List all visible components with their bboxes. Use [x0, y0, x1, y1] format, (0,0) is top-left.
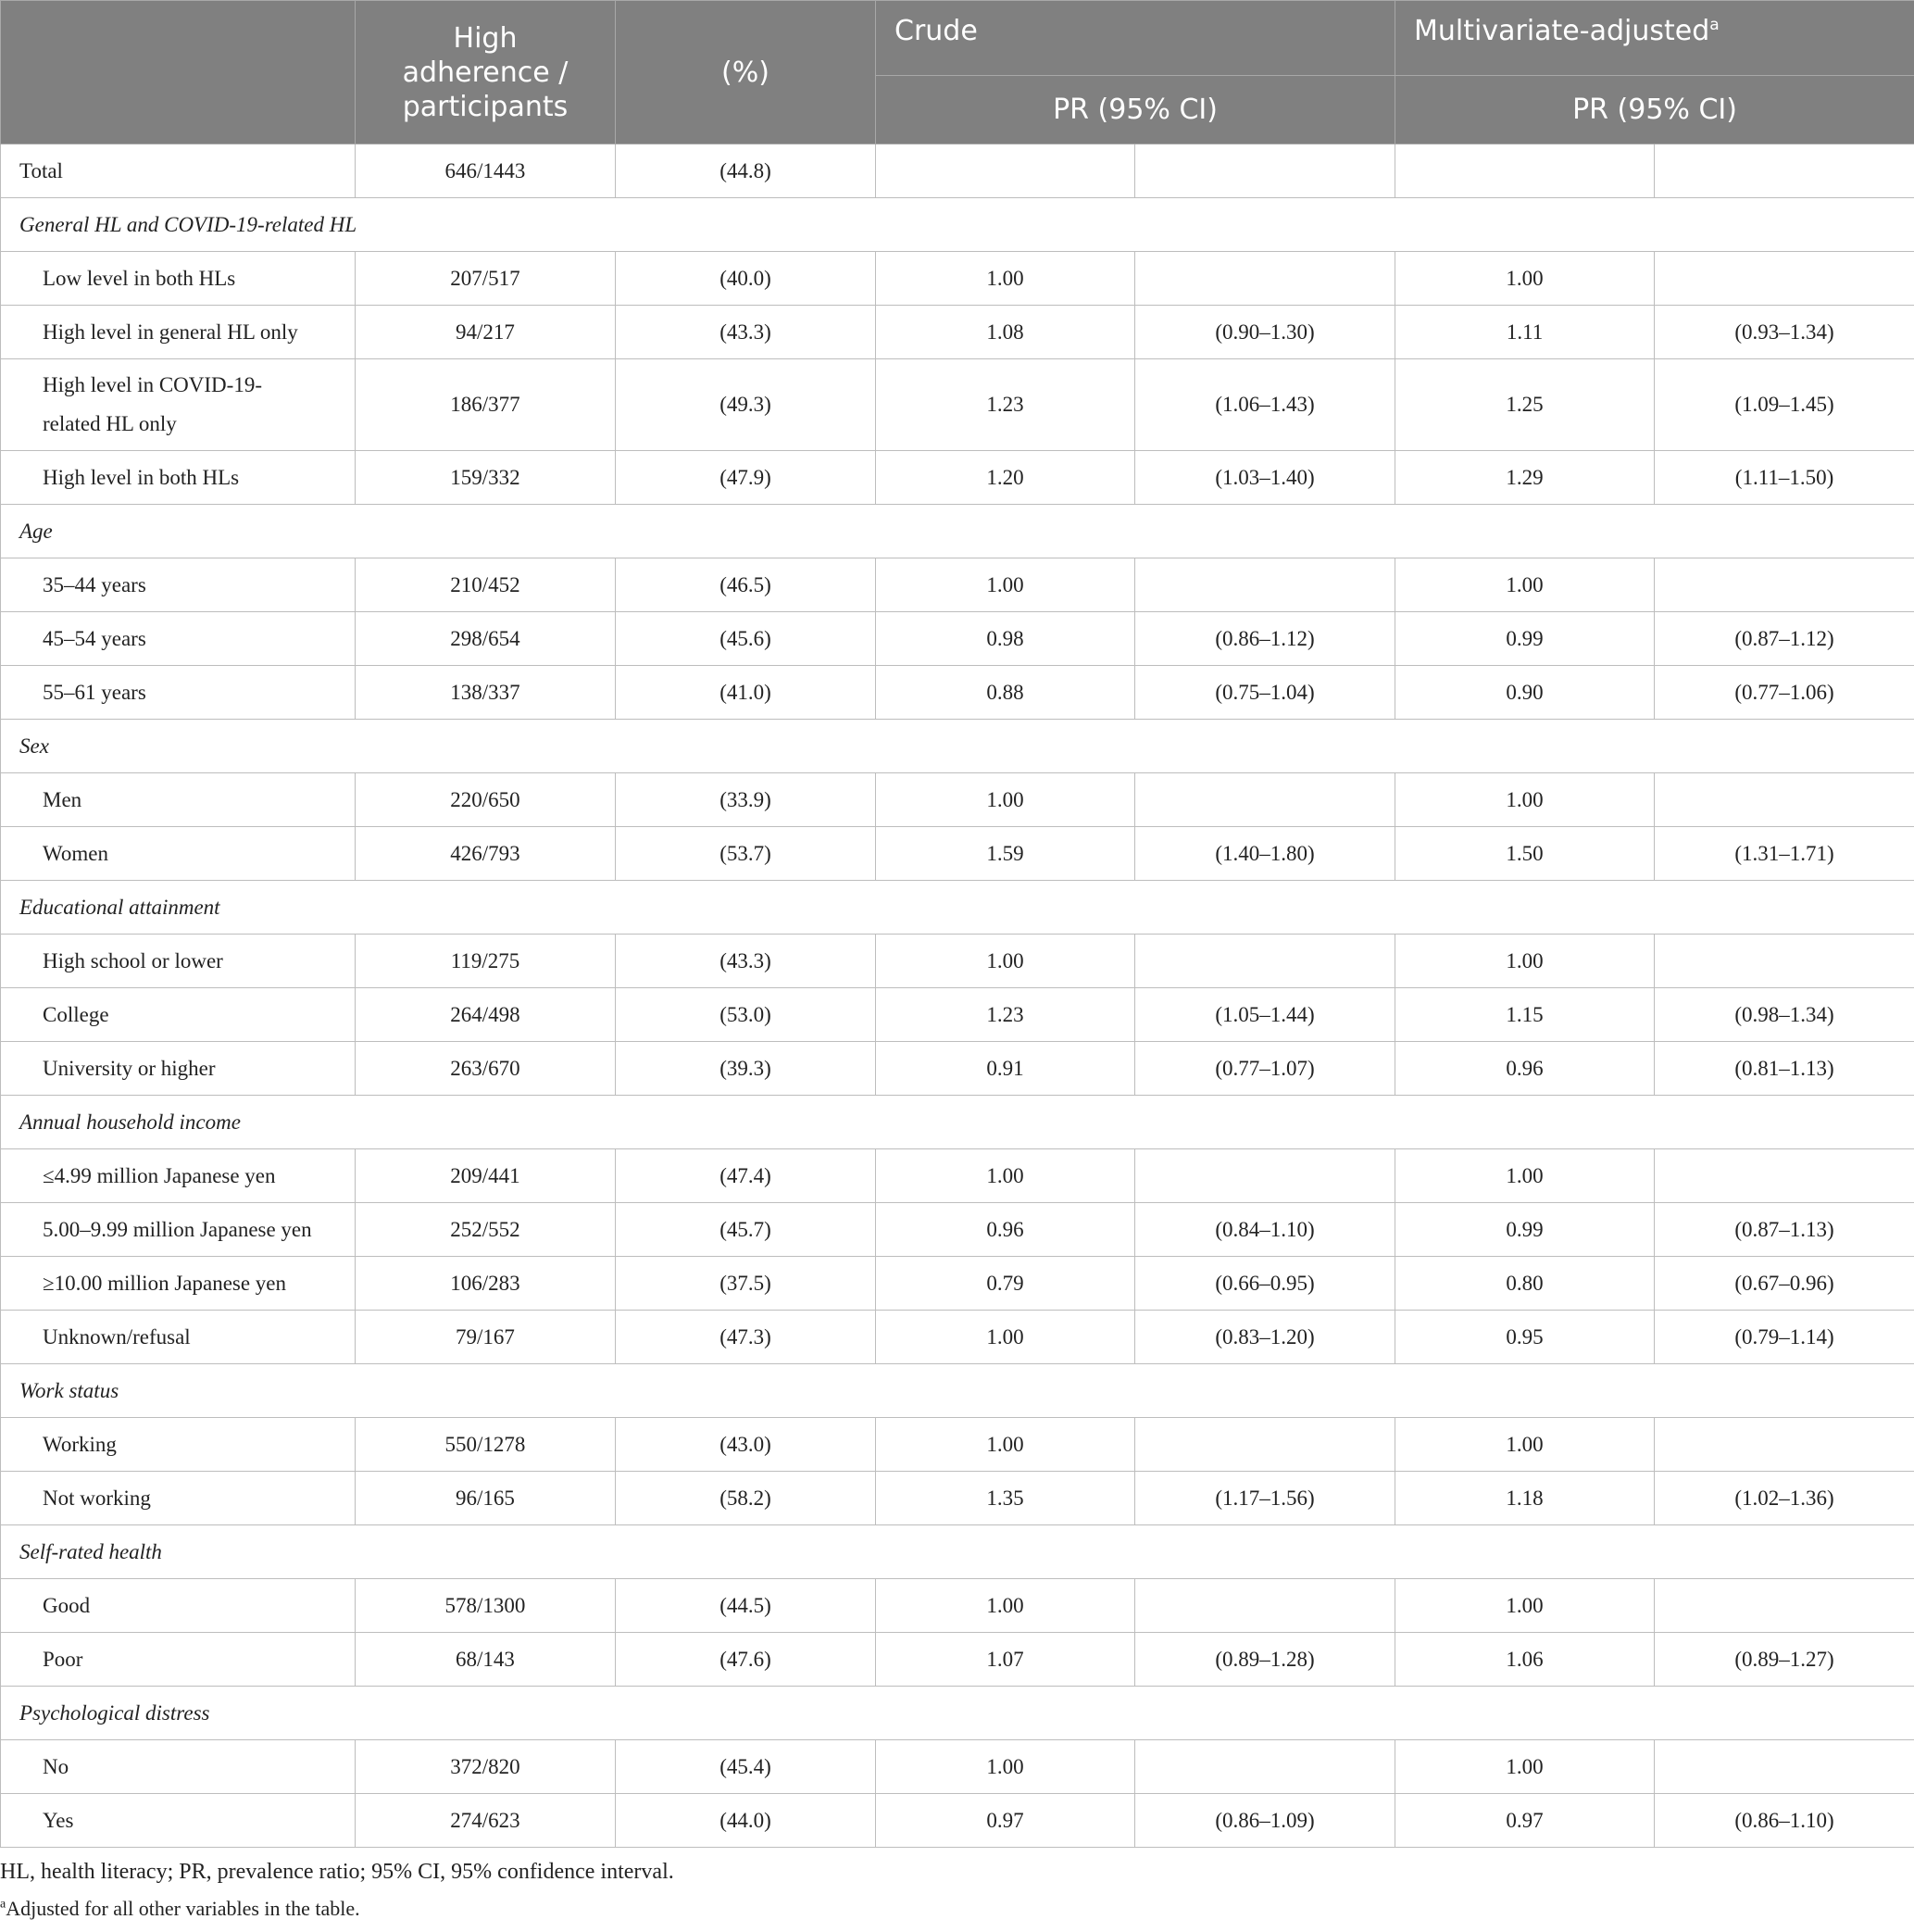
cell-adjusted-ci: (0.93–1.34) — [1655, 306, 1914, 359]
cell-crude-pr: 1.20 — [876, 451, 1135, 505]
cell-adjusted-pr: 1.00 — [1395, 1418, 1655, 1472]
cell-percent: (45.7) — [616, 1203, 876, 1257]
cell-adjusted-ci: (1.11–1.50) — [1655, 451, 1914, 505]
table-row — [1, 558, 1914, 612]
cell-adjusted-ci: (0.77–1.06) — [1655, 666, 1914, 720]
cell-crude-ci: (1.05–1.44) — [1135, 988, 1395, 1042]
section-title: Self-rated health — [1, 1525, 1914, 1579]
header-percent: (%) — [616, 1, 876, 144]
cell-percent: (47.6) — [616, 1633, 876, 1687]
table-row — [1, 827, 1914, 881]
cell-percent: (43.3) — [616, 935, 876, 988]
table-row — [1, 1472, 1914, 1525]
cell-adjusted-pr: 1.00 — [1395, 252, 1655, 306]
table-row — [1, 451, 1914, 505]
row-label: Not working — [1, 1472, 356, 1525]
row-label: University or higher — [1, 1042, 356, 1096]
cell-adjusted-pr: 1.18 — [1395, 1472, 1655, 1525]
cell-crude-pr: 1.00 — [876, 558, 1135, 612]
cell-crude-pr: 1.00 — [876, 252, 1135, 306]
cell-adjusted-pr: 0.90 — [1395, 666, 1655, 720]
cell-percent: (33.9) — [616, 773, 876, 827]
table-row — [1, 359, 1914, 451]
cell-count: 578/1300 — [356, 1579, 616, 1633]
cell-crude-pr: 1.00 — [876, 1311, 1135, 1364]
cell-adjusted-ci — [1655, 252, 1914, 306]
cell-adjusted-ci: (0.79–1.14) — [1655, 1311, 1914, 1364]
cell-percent: (45.4) — [616, 1740, 876, 1794]
footnote-marker: a — [1709, 16, 1720, 34]
table-row-total — [1, 144, 1914, 198]
cell-crude-ci — [1135, 558, 1395, 612]
cell-adjusted-pr: 1.50 — [1395, 827, 1655, 881]
cell-count: 96/165 — [356, 1472, 616, 1525]
table-row — [1, 1740, 1914, 1794]
section-row — [1, 198, 1914, 252]
row-label: Low level in both HLs — [1, 252, 356, 306]
table-row — [1, 252, 1914, 306]
cell-crude-pr: 0.88 — [876, 666, 1135, 720]
row-label: Good — [1, 1579, 356, 1633]
cell-crude-ci — [1135, 773, 1395, 827]
cell-crude-pr: 1.35 — [876, 1472, 1135, 1525]
cell-count: 210/452 — [356, 558, 616, 612]
table-row — [1, 1311, 1914, 1364]
cell-count: 274/623 — [356, 1794, 616, 1848]
cell-adjusted-ci: (0.67–0.96) — [1655, 1257, 1914, 1311]
cell-crude-ci: (0.83–1.20) — [1135, 1311, 1395, 1364]
cell-adjusted-ci: (0.87–1.13) — [1655, 1203, 1914, 1257]
header-crude-pr: PR (95% CI) — [876, 76, 1395, 144]
cell-adjusted-ci: (1.09–1.45) — [1655, 359, 1914, 451]
cell-crude-ci: (1.03–1.40) — [1135, 451, 1395, 505]
section-title: Educational attainment — [1, 881, 1914, 935]
cell-count: 94/217 — [356, 306, 616, 359]
section-row — [1, 1525, 1914, 1579]
section-title: Psychological distress — [1, 1687, 1914, 1740]
row-label: Poor — [1, 1633, 356, 1687]
section-row — [1, 720, 1914, 773]
row-label: ≤4.99 million Japanese yen — [1, 1149, 356, 1203]
cell-adjusted-pr: 0.99 — [1395, 1203, 1655, 1257]
section-row — [1, 505, 1914, 558]
cell-adjusted-pr: 0.95 — [1395, 1311, 1655, 1364]
section-title: General HL and COVID-19-related HL — [1, 198, 1914, 252]
cell-crude-pr: 1.00 — [876, 1149, 1135, 1203]
cell-count: 426/793 — [356, 827, 616, 881]
table-row — [1, 306, 1914, 359]
cell-crude-ci: (0.84–1.10) — [1135, 1203, 1395, 1257]
cell-crude-pr: 0.96 — [876, 1203, 1135, 1257]
cell-crude-pr: 0.98 — [876, 612, 1135, 666]
cell-adjusted-ci: (0.86–1.10) — [1655, 1794, 1914, 1848]
cell-percent: (44.5) — [616, 1579, 876, 1633]
row-label: ≥10.00 million Japanese yen — [1, 1257, 356, 1311]
cell-percent: (46.5) — [616, 558, 876, 612]
cell-percent: (47.3) — [616, 1311, 876, 1364]
cell-count: 186/377 — [356, 359, 616, 451]
cell-count: 106/283 — [356, 1257, 616, 1311]
cell-percent: (43.3) — [616, 306, 876, 359]
cell-percent: (53.7) — [616, 827, 876, 881]
row-label: No — [1, 1740, 356, 1794]
section-title: Work status — [1, 1364, 1914, 1418]
cell-adjusted-ci: (1.02–1.36) — [1655, 1472, 1914, 1525]
cell-percent: (53.0) — [616, 988, 876, 1042]
cell-crude-ci: (0.90–1.30) — [1135, 306, 1395, 359]
cell-percent: (40.0) — [616, 252, 876, 306]
cell-count: 646/1443 — [356, 144, 616, 198]
header-blank — [1, 1, 356, 144]
cell-crude-ci: (0.86–1.09) — [1135, 1794, 1395, 1848]
footnote-adjustment: $^a$Adjusted for all other variables in the table. — [0, 1897, 360, 1920]
cell-adjusted-ci — [1655, 935, 1914, 988]
table-row — [1, 773, 1914, 827]
row-label: 55–61 years — [1, 666, 356, 720]
cell-percent: (47.9) — [616, 451, 876, 505]
cell-adjusted-pr: 0.80 — [1395, 1257, 1655, 1311]
cell-crude-pr: 1.00 — [876, 935, 1135, 988]
cell-adjusted-pr: 1.25 — [1395, 359, 1655, 451]
cell-count: 372/820 — [356, 1740, 616, 1794]
section-row — [1, 1364, 1914, 1418]
cell-percent: (37.5) — [616, 1257, 876, 1311]
cell-crude-ci — [1135, 1579, 1395, 1633]
cell-crude-ci — [1135, 252, 1395, 306]
cell-count: 252/552 — [356, 1203, 616, 1257]
row-label: Working — [1, 1418, 356, 1472]
cell-adjusted-ci — [1655, 1579, 1914, 1633]
section-row — [1, 1687, 1914, 1740]
row-label: 35–44 years — [1, 558, 356, 612]
cell-percent: (49.3) — [616, 359, 876, 451]
cell-crude-ci: (0.86–1.12) — [1135, 612, 1395, 666]
row-label: Unknown/refusal — [1, 1311, 356, 1364]
row-label: High level in both HLs — [1, 451, 356, 505]
cell-adjusted-ci — [1655, 1418, 1914, 1472]
cell-count: 79/167 — [356, 1311, 616, 1364]
row-label: Yes — [1, 1794, 356, 1848]
cell-count: 68/143 — [356, 1633, 616, 1687]
cell-adjusted-ci: (0.98–1.34) — [1655, 988, 1914, 1042]
cell-crude-ci — [1135, 1418, 1395, 1472]
cell-crude-pr: 0.97 — [876, 1794, 1135, 1848]
cell-adjusted-ci: (0.81–1.13) — [1655, 1042, 1914, 1096]
table-row — [1, 1418, 1914, 1472]
row-label: 5.00–9.99 million Japanese yen — [1, 1203, 356, 1257]
cell-crude-ci: (0.89–1.28) — [1135, 1633, 1395, 1687]
header-high-adherence: High adherence / participants — [356, 1, 616, 144]
cell-percent: (44.8) — [616, 144, 876, 198]
row-label: High level in COVID-19-related HL only — [1, 359, 356, 451]
cell-adjusted-pr: 1.00 — [1395, 1579, 1655, 1633]
table-row — [1, 612, 1914, 666]
cell-adjusted-pr: 1.00 — [1395, 1740, 1655, 1794]
cell-crude-pr: 1.23 — [876, 359, 1135, 451]
table-row — [1, 1149, 1914, 1203]
footnote-abbreviations: HL, health literacy; PR, prevalence ratio; 95% CI, 95% confidence interval. — [0, 1860, 674, 1884]
cell-percent: (39.3) — [616, 1042, 876, 1096]
table-row — [1, 1579, 1914, 1633]
cell-crude-pr: 0.91 — [876, 1042, 1135, 1096]
table-row — [1, 1794, 1914, 1848]
row-label: High school or lower — [1, 935, 356, 988]
table-row — [1, 1203, 1914, 1257]
section-row — [1, 1096, 1914, 1149]
cell-adjusted-ci: (1.31–1.71) — [1655, 827, 1914, 881]
header-multivariate-adjusted: Multivariate-adjusted$^a$ — [1395, 1, 1914, 76]
cell-adjusted-pr: 1.00 — [1395, 773, 1655, 827]
cell-crude-ci: (1.06–1.43) — [1135, 359, 1395, 451]
header-adjusted-pr: PR (95% CI) — [1395, 76, 1914, 144]
cell-crude-pr: 1.00 — [876, 1579, 1135, 1633]
row-label: Total — [1, 144, 356, 198]
row-label: Men — [1, 773, 356, 827]
cell-percent: (44.0) — [616, 1794, 876, 1848]
cell-adjusted-pr: 0.96 — [1395, 1042, 1655, 1096]
cell-crude-pr: 1.00 — [876, 773, 1135, 827]
cell-adjusted-ci: (0.89–1.27) — [1655, 1633, 1914, 1687]
cell-adjusted-pr: 1.15 — [1395, 988, 1655, 1042]
cell-percent: (43.0) — [616, 1418, 876, 1472]
cell-crude-ci — [1135, 1740, 1395, 1794]
cell-count: 264/498 — [356, 988, 616, 1042]
cell-crude-ci — [1135, 1149, 1395, 1203]
table-row — [1, 1257, 1914, 1311]
cell-crude-pr: 1.07 — [876, 1633, 1135, 1687]
cell-adjusted-pr: 0.97 — [1395, 1794, 1655, 1848]
cell-count: 263/670 — [356, 1042, 616, 1096]
cell-crude-ci: (0.66–0.95) — [1135, 1257, 1395, 1311]
row-label: College — [1, 988, 356, 1042]
cell-count: 220/650 — [356, 773, 616, 827]
cell-crude-ci: (0.75–1.04) — [1135, 666, 1395, 720]
cell-adjusted-ci — [1655, 1149, 1914, 1203]
row-label: 45–54 years — [1, 612, 356, 666]
cell-crude-ci: (1.40–1.80) — [1135, 827, 1395, 881]
cell-count: 550/1278 — [356, 1418, 616, 1472]
cell-adjusted-pr: 1.00 — [1395, 1149, 1655, 1203]
table-body — [1, 144, 1914, 1848]
cell-crude-ci — [1135, 935, 1395, 988]
cell-percent: (58.2) — [616, 1472, 876, 1525]
cell-count: 298/654 — [356, 612, 616, 666]
section-row — [1, 881, 1914, 935]
cell-percent: (45.6) — [616, 612, 876, 666]
cell-adjusted-pr: 1.06 — [1395, 1633, 1655, 1687]
cell-count: 209/441 — [356, 1149, 616, 1203]
cell-crude-pr: 1.00 — [876, 1740, 1135, 1794]
table-row — [1, 935, 1914, 988]
cell-crude-ci: (1.17–1.56) — [1135, 1472, 1395, 1525]
cell-crude-pr: 1.23 — [876, 988, 1135, 1042]
cell-crude-pr: 0.79 — [876, 1257, 1135, 1311]
section-title: Sex — [1, 720, 1914, 773]
cell-count: 119/275 — [356, 935, 616, 988]
cell-adjusted-pr: 1.29 — [1395, 451, 1655, 505]
cell-adjusted-pr: 1.00 — [1395, 558, 1655, 612]
table-row — [1, 1042, 1914, 1096]
cell-crude-pr: 1.00 — [876, 1418, 1135, 1472]
cell-percent: (47.4) — [616, 1149, 876, 1203]
cell-adjusted-ci — [1655, 558, 1914, 612]
table-row — [1, 988, 1914, 1042]
header-crude: Crude — [876, 1, 1395, 76]
table-row — [1, 1633, 1914, 1687]
cell-crude-pr: 1.59 — [876, 827, 1135, 881]
row-label: Women — [1, 827, 356, 881]
row-label: High level in general HL only — [1, 306, 356, 359]
cell-adjusted-pr: 0.99 — [1395, 612, 1655, 666]
cell-crude-ci: (0.77–1.07) — [1135, 1042, 1395, 1096]
cell-crude-pr: 1.08 — [876, 306, 1135, 359]
cell-adjusted-pr: 1.11 — [1395, 306, 1655, 359]
cell-adjusted-ci — [1655, 773, 1914, 827]
cell-count: 207/517 — [356, 252, 616, 306]
cell-count: 138/337 — [356, 666, 616, 720]
cell-count: 159/332 — [356, 451, 616, 505]
cell-adjusted-pr: 1.00 — [1395, 935, 1655, 988]
cell-adjusted-ci — [1655, 1740, 1914, 1794]
table-row — [1, 666, 1914, 720]
section-title: Age — [1, 505, 1914, 558]
section-title: Annual household income — [1, 1096, 1914, 1149]
cell-adjusted-ci: (0.87–1.12) — [1655, 612, 1914, 666]
cell-percent: (41.0) — [616, 666, 876, 720]
